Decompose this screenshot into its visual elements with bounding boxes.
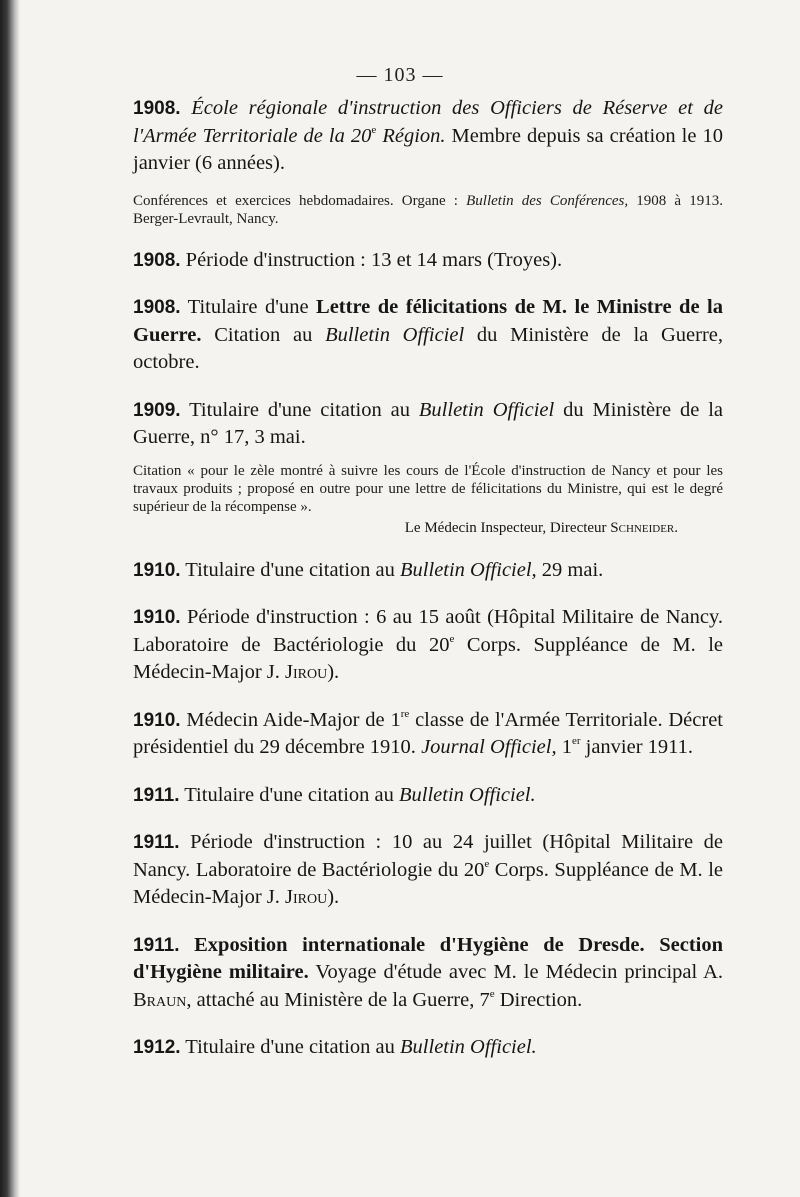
note-text: 1908 à 1913. Berger-Levrault, Nancy. (133, 192, 723, 227)
superscript: e (449, 632, 455, 645)
entry-text: Titulaire d'une (180, 296, 317, 318)
entry-text: Titulaire d'une citation au (180, 1036, 401, 1058)
entry-text: 29 mai. (536, 558, 604, 581)
note-text: Conférences et exercices hebdomadaires. Organe : (133, 192, 467, 209)
superscript: re (400, 707, 410, 720)
entry-year: 1908. (133, 249, 181, 271)
entry-1911-exposition (133, 932, 723, 1015)
entry-text: janvier 1911. (580, 736, 694, 758)
entry-text: ). (327, 886, 340, 908)
entry-year: 1908. (133, 297, 181, 318)
entry-italic: Bulletin Officiel. (400, 1036, 537, 1058)
entry-1910-instruction (133, 604, 723, 687)
entry-1910-aide-major (133, 707, 723, 762)
entry-italic: École régionale d'instruction des Officiers de Réserve et de l'Armée Territoriale de la 20 (133, 97, 723, 147)
entry-text: 1 (556, 736, 572, 758)
entry-text: classe de l'Armée Territoriale. Décret présidentiel du 29 décembre 1910. (133, 708, 723, 758)
entry-italic: Bulletin Officiel (418, 398, 555, 421)
page-body (133, 95, 723, 1062)
superscript: e (489, 987, 495, 1000)
entry-text: Membre depuis sa création le 10 janvier (6 années). (133, 124, 723, 174)
superscript: e (484, 857, 490, 870)
entry-year: 1909. (133, 399, 181, 421)
entry-italic: Région. (376, 124, 446, 147)
binding-shadow (0, 0, 20, 1197)
entry-text: Direction. (494, 988, 583, 1011)
entry-year: 1910. (133, 607, 181, 628)
entry-bold: Lettre de félicitations de M. le Ministre de la Guerre. (133, 296, 723, 346)
entry-text: Corps. Suppléance de M. le Médecin-Major J. (133, 858, 724, 908)
entry-italic: Bulletin Officiel, (400, 558, 537, 581)
signature-name: Schneider. (610, 519, 678, 536)
entry-text: Période d'instruction : 10 au 24 juillet (Hôpital Militaire de Nancy. Laboratoire de Bactériologie du 20 (133, 831, 723, 881)
entry-text: du Ministère de la Guerre, octobre. (133, 323, 723, 373)
entry-1908-felicitations (133, 294, 723, 377)
entry-year: 1911. (133, 784, 180, 806)
entry-italic: Bulletin Officiel (325, 323, 465, 346)
entry-italic: Journal Officiel, (421, 736, 557, 758)
entry-text: Voyage d'étude avec M. le Médecin principal A. (308, 961, 723, 983)
entry-1908-ecole (133, 95, 723, 178)
entry-year: 1910. (133, 559, 181, 581)
note-citation-1909: Citation « pour le zèle montré à suivre les cours de l'École d'instruction de Nancy et pour les travaux produits ; proposé en outre pour une lettre de félicitations du Ministre, qui est le degré supérieur de la récompense ». (133, 462, 723, 515)
page-number: — 103 — (356, 64, 444, 86)
entry-year: 1912. (133, 1037, 181, 1058)
entry-1911-instruction (133, 829, 723, 912)
entry-year: 1911. (133, 934, 180, 956)
entry-smallcaps: Braun (133, 988, 187, 1011)
entry-text: du Ministère de la Guerre, n° 17, 3 mai. (133, 398, 724, 448)
entry-1908-instruction (133, 247, 723, 275)
note-italic: Bulletin des Conférences, (466, 192, 629, 209)
entry-smallcaps: Jirou (285, 661, 328, 683)
entry-text: Citation au (201, 323, 326, 346)
entry-1912-citation (133, 1034, 723, 1062)
superscript: er (571, 735, 581, 748)
signature (133, 519, 723, 537)
entry-bold: Exposition internationale d'Hygiène de Dresde. Section d'Hygiène militaire. (133, 933, 723, 983)
entry-text: ). (327, 661, 340, 683)
entry-smallcaps: Jirou (285, 886, 328, 908)
entry-text: Titulaire d'une citation au (180, 558, 401, 581)
entry-1911-citation (133, 782, 723, 810)
entry-year: 1910. (133, 709, 181, 731)
entry-text: Titulaire d'une citation au (180, 398, 419, 421)
signature-prefix: Le Médecin Inspecteur, Directeur (404, 519, 611, 536)
entry-text: Période d'instruction : 6 au 15 août (Hôpital Militaire de Nancy. Laboratoire de Bactériologie du 20 (133, 606, 723, 656)
entry-text: Période d'instruction : 13 et 14 mars (Troyes). (180, 248, 563, 271)
entry-text: Corps. Suppléance de M. le Médecin-Major J. (133, 633, 724, 683)
entry-italic: Bulletin Officiel. (398, 783, 536, 806)
entry-text: , attaché au Ministère de la Guerre, 7 (186, 988, 490, 1011)
superscript: e (371, 123, 377, 136)
entry-year: 1911. (133, 832, 180, 853)
entry-year: 1908. (133, 98, 181, 119)
entry-text: Médecin Aide-Major de 1 (180, 708, 401, 731)
entry-1910-citation (133, 557, 723, 585)
entry-text: Titulaire d'une citation au (179, 783, 399, 806)
entry-1909-citation (133, 397, 723, 452)
note-conferences (133, 192, 723, 228)
